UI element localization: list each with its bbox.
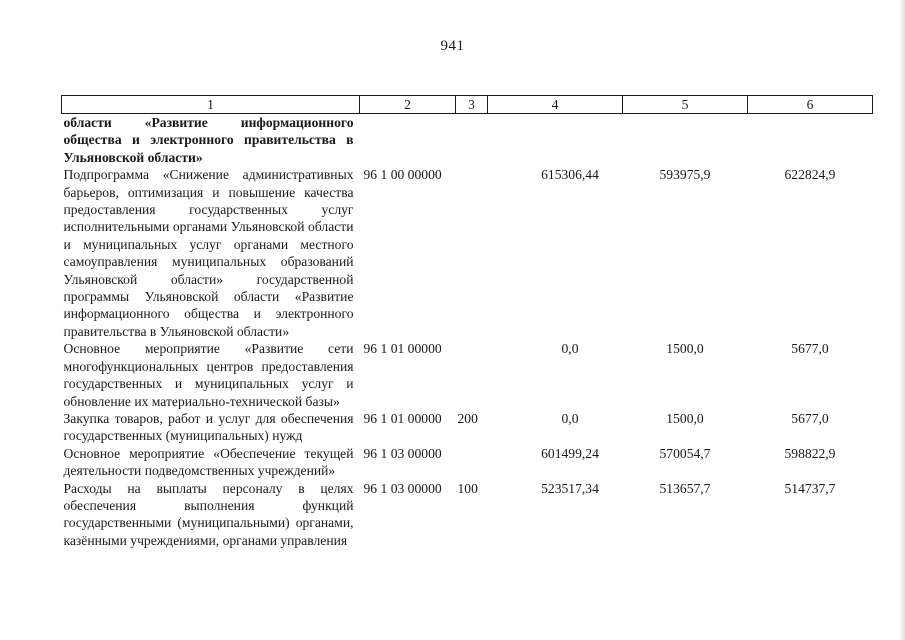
row-expense-type <box>456 445 488 480</box>
row-value-col5: 570054,7 <box>659 445 711 461</box>
budget-table <box>61 95 873 549</box>
table-row <box>62 166 873 340</box>
column-header-2: 2 <box>360 96 456 114</box>
row-value-col4: 601499,24 <box>541 445 599 461</box>
scan-edge-shadow <box>899 0 905 640</box>
row-name: Основное мероприятие «Развитие сети многофункциональных центров предоставления государственных и муниципальных услуг и обновление их материально-технической базы» <box>63 341 354 409</box>
row-value-col4: 0,0 <box>561 341 579 357</box>
row-value-col6: 622824,9 <box>784 167 836 183</box>
row-code: 96 1 01 00000 <box>363 410 442 426</box>
table-row <box>62 480 873 550</box>
row-value-col5 <box>623 114 748 167</box>
row-value-col4: 0,0 <box>561 410 579 426</box>
row-value-col5: 513657,7 <box>659 480 711 496</box>
row-value-col6: 5677,0 <box>791 410 829 426</box>
row-code: 96 1 03 00000 <box>363 445 442 461</box>
row-expense-type: 100 <box>457 480 478 496</box>
row-value-col5: 1500,0 <box>666 341 704 357</box>
table-header-row <box>62 96 873 114</box>
row-expense-type: 200 <box>457 410 478 426</box>
row-code: 96 1 01 00000 <box>363 341 442 357</box>
row-expense-type <box>456 340 488 410</box>
row-value-col4: 523517,34 <box>541 480 599 496</box>
row-expense-type <box>456 114 488 167</box>
row-value-col6: 598822,9 <box>784 445 836 461</box>
table-row <box>62 445 873 480</box>
table-header <box>62 96 873 114</box>
column-header-1: 1 <box>62 96 360 114</box>
column-header-6: 6 <box>748 96 873 114</box>
row-value-col4 <box>488 114 623 167</box>
row-value-col6 <box>748 114 873 167</box>
row-value-col6: 5677,0 <box>791 341 829 357</box>
table-row <box>62 410 873 445</box>
column-header-3: 3 <box>456 96 488 114</box>
row-value-col4: 615306,44 <box>541 167 599 183</box>
row-value-col5: 593975,9 <box>659 167 711 183</box>
row-name: Подпрограмма «Снижение административных барьеров, оптимизация и повышение качества предоставления государственных услуг исполнительными органами Ульяновской области и муниципальных услуг органами местного самоуправления муниципальных образований Ульяновской области» государственной программы Ульяновской области «Развитие информационного общества и электронного правительства в Ульяновской области» <box>63 167 354 339</box>
table-body <box>62 114 873 550</box>
row-code: 96 1 03 00000 <box>363 480 442 496</box>
row-expense-type <box>456 166 488 340</box>
table-row <box>62 340 873 410</box>
row-code: 96 1 00 00000 <box>363 167 442 183</box>
row-name: области «Развитие информационного общества и электронного правительства в Ульяновской области» <box>63 115 354 165</box>
row-name: Расходы на выплаты персоналу в целях обеспечения выполнения функций государственными (муниципальными) органами, казёнными учреждениями, органами управления <box>63 480 354 548</box>
table-row <box>62 114 873 167</box>
row-value-col6: 514737,7 <box>784 480 836 496</box>
row-code <box>360 114 456 167</box>
row-value-col5: 1500,0 <box>666 410 704 426</box>
column-header-4: 4 <box>488 96 623 114</box>
page-number: 941 <box>440 38 465 54</box>
column-header-5: 5 <box>623 96 748 114</box>
row-name: Закупка товаров, работ и услуг для обеспечения государственных (муниципальных) нужд <box>63 410 354 444</box>
row-name: Основное мероприятие «Обеспечение текущей деятельности подведомственных учреждений» <box>63 445 354 479</box>
